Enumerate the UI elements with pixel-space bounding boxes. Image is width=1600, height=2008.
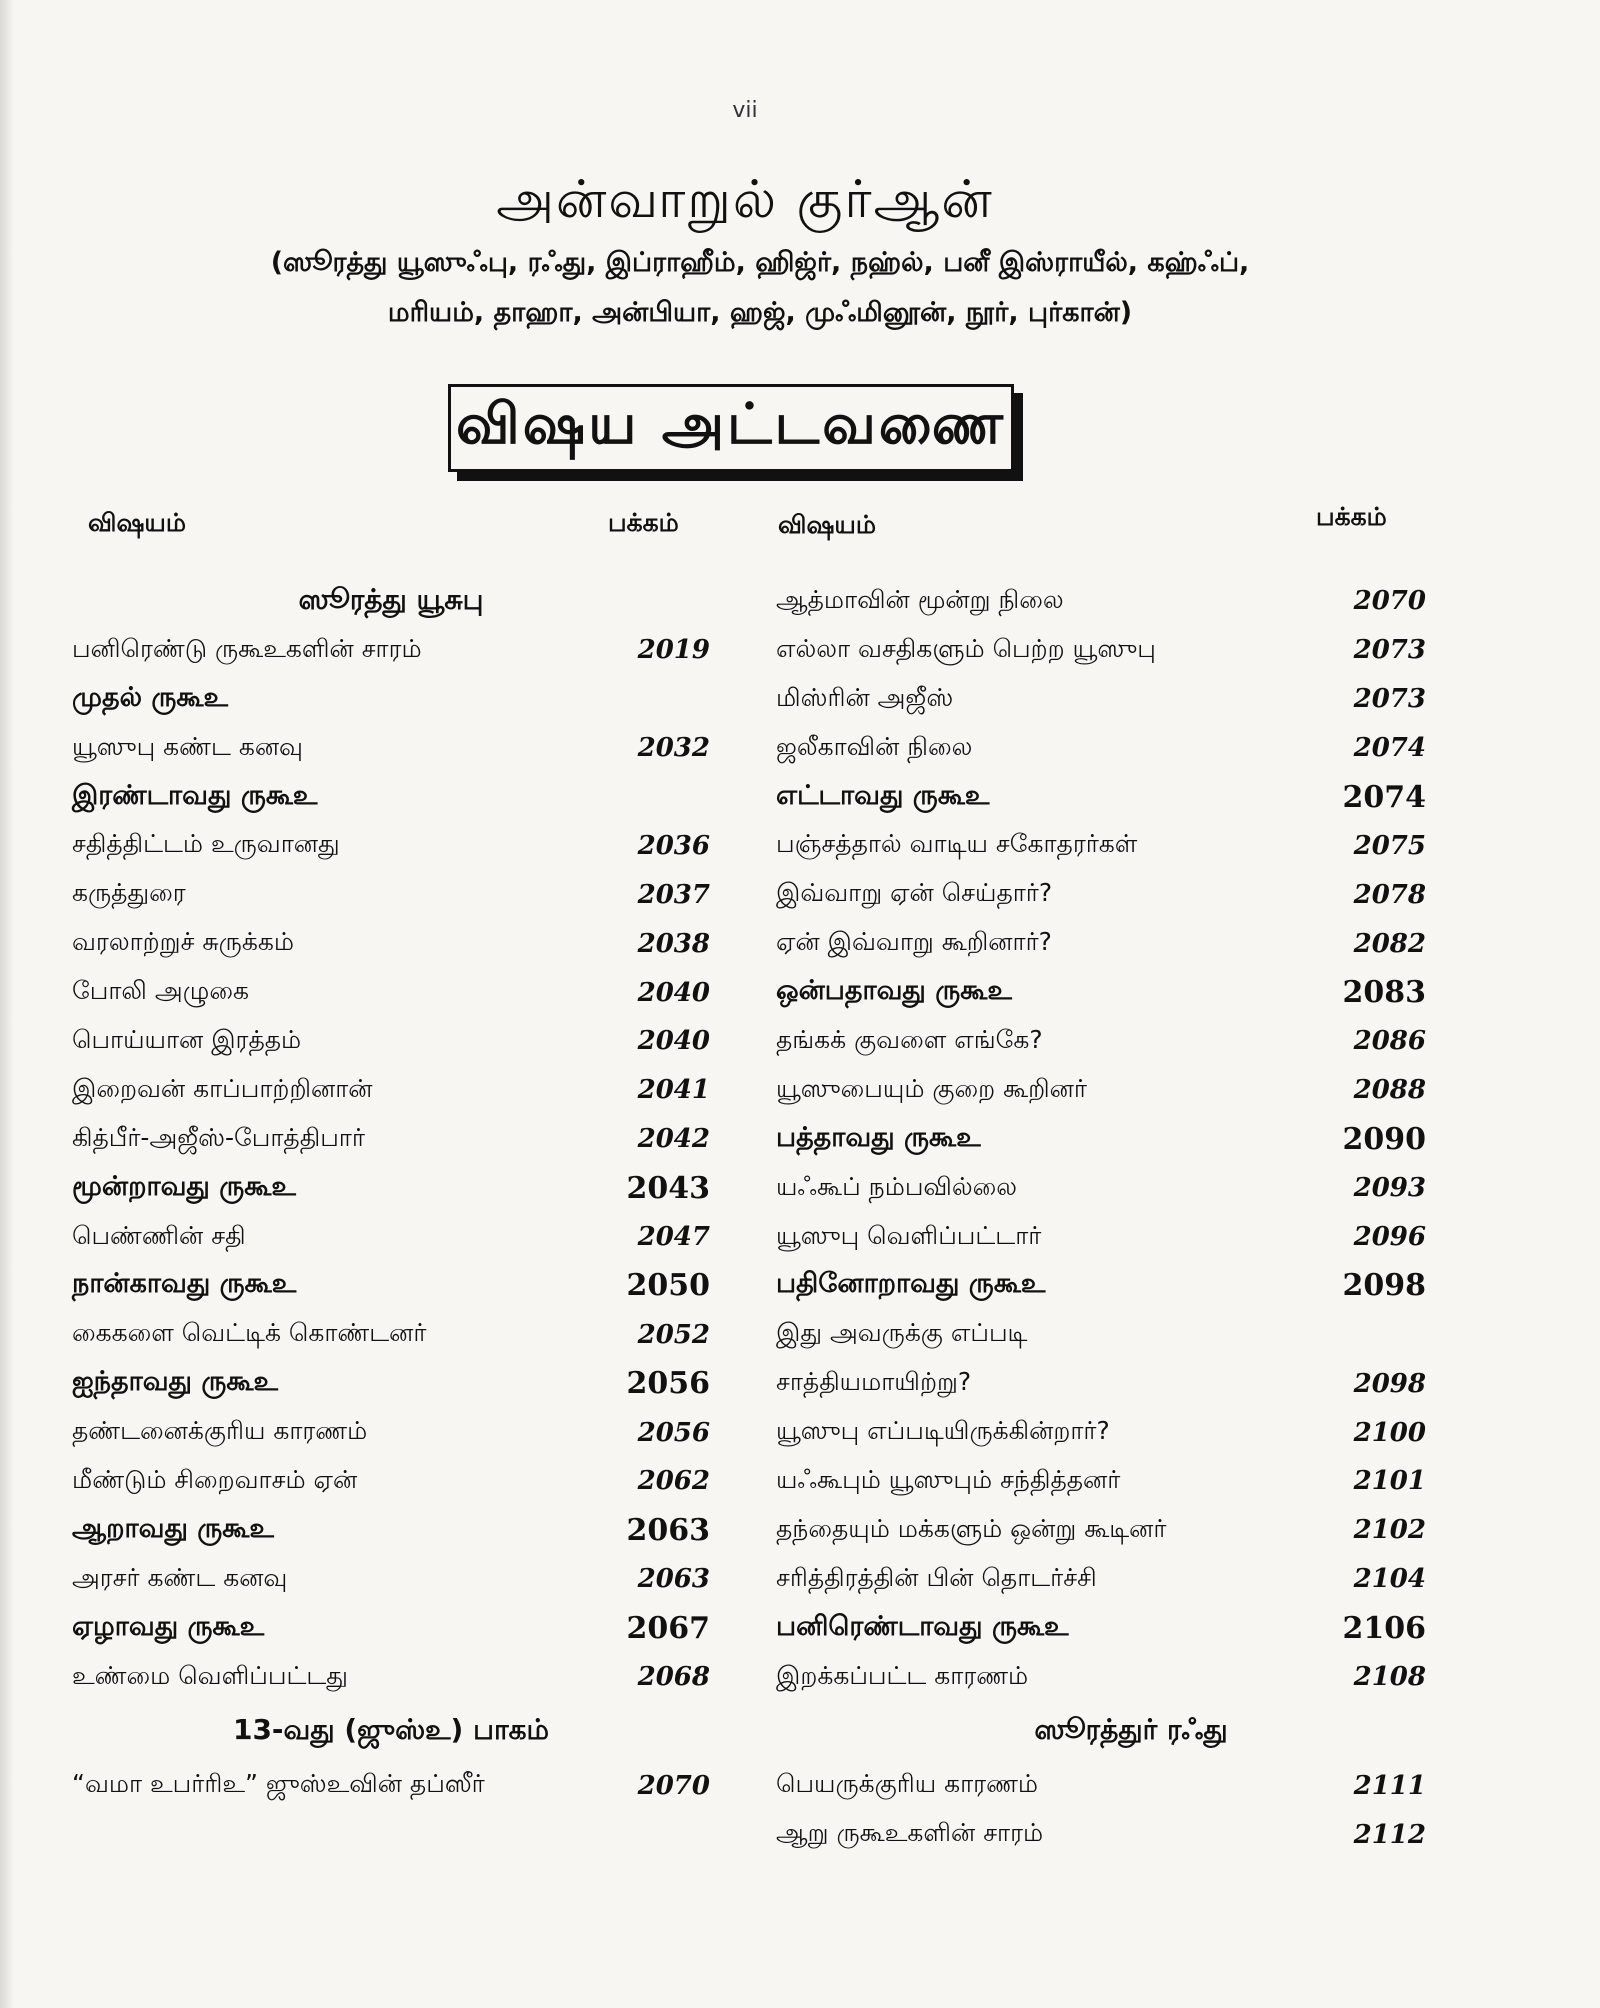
toc-entry: ஜலீகாவின் நிலை 2074 bbox=[776, 731, 1426, 764]
toc-entry: எட்டாவது ருகூஉ 2074 bbox=[776, 779, 1426, 815]
toc-entry: “வமா உபர்ரிஉ” ஜுஸ்உவின் தப்ஸீர் 2070 bbox=[72, 1769, 710, 1801]
toc-entry: யஃகூபும் யூஸுபும் சந்தித்தனர் 2101 bbox=[776, 1464, 1426, 1497]
toc-entry: ஆத்மாவின் மூன்று நிலை 2070 bbox=[776, 584, 1426, 617]
toc-title-box bbox=[448, 384, 1014, 472]
toc-right-column bbox=[776, 577, 1426, 1859]
page-edge-shadow bbox=[0, 0, 14, 2008]
toc-entry: யஃகூப் நம்பவில்லை 2093 bbox=[776, 1171, 1426, 1204]
toc-entry: பெண்ணின் சதி 2047 bbox=[72, 1220, 710, 1253]
toc-entry: இவ்வாறு ஏன் செய்தார்? 2078 bbox=[776, 878, 1426, 910]
toc-entry: மீண்டும் சிறைவாசம் ஏன் 2062 bbox=[72, 1464, 710, 1497]
toc-entry: முதல் ருகூஉ bbox=[72, 681, 228, 713]
toc-entry: இறக்கப்பட்ட காரணம் 2108 bbox=[776, 1660, 1426, 1693]
toc-entry: பனிரெண்டு ருகூஉகளின் சாரம் 2019 bbox=[72, 633, 710, 666]
toc-entry: அரசர் கண்ட கனவு 2063 bbox=[72, 1562, 710, 1595]
subtitle bbox=[120, 238, 1400, 338]
right-subject-header: விஷயம் bbox=[778, 510, 876, 539]
subtitle-line-1: (ஸூரத்து யூஸுஃபு, ரஃது, இப்ராஹீம், ஹிஜ்ர், நஹ்ல், பனீ இஸ்ராயீல், கஹ்ஃப், bbox=[270, 247, 1250, 278]
toc-entry: யூஸுபு கண்ட கனவு 2032 bbox=[72, 731, 710, 764]
toc-entry: ஐந்தாவது ருகூஉ 2056 bbox=[72, 1366, 710, 1402]
left-subject-header: விஷயம் bbox=[88, 508, 186, 537]
toc-entry: கைகளை வெட்டிக் கொண்டனர் 2052 bbox=[72, 1318, 710, 1350]
toc-left-column bbox=[72, 577, 710, 1810]
toc-entry: சதித்திட்டம் உருவானது 2036 bbox=[72, 829, 710, 861]
toc-entry: பத்தாவது ருகூஉ 2090 bbox=[776, 1121, 1426, 1157]
toc-title: விஷய அட்டவணை bbox=[455, 392, 1007, 457]
toc-entry: ஏழாவது ருகூஉ 2067 bbox=[72, 1610, 710, 1646]
toc-entry: எல்லா வசதிகளும் பெற்ற யூஸுபு 2073 bbox=[776, 633, 1426, 666]
left-page-header: பக்கம் bbox=[608, 508, 679, 537]
toc-entry: கித்பீர்-அஜீஸ்-போத்திபார் 2042 bbox=[72, 1122, 710, 1155]
page-number: vii bbox=[732, 98, 758, 123]
book-title: அன்வாறுல் குர்ஆன் bbox=[496, 170, 994, 230]
toc-entry: யூஸுபையும் குறை கூறினர் 2088 bbox=[776, 1073, 1426, 1106]
toc-entry: ஆறாவது ருகூஉ 2063 bbox=[72, 1512, 710, 1548]
toc-entry: 13-வது (ஜுஸ்உ) பாகம் bbox=[232, 1712, 550, 1746]
toc-entry: தண்டனைக்குரிய காரணம் 2056 bbox=[72, 1416, 710, 1448]
toc-entry: மூன்றாவது ருகூஉ 2043 bbox=[72, 1170, 710, 1206]
toc-entry: உண்மை வெளிப்பட்டது 2068 bbox=[72, 1660, 710, 1693]
toc-entry: போலி அழுகை 2040 bbox=[72, 976, 710, 1008]
toc-entry: தங்கக் குவளை எங்கே? 2086 bbox=[776, 1024, 1426, 1057]
toc-entry: யூஸுபு எப்படியிருக்கின்றார்? 2100 bbox=[776, 1416, 1426, 1448]
toc-entry: பனிரெண்டாவது ருகூஉ 2106 bbox=[776, 1610, 1426, 1646]
toc-entry: மிஸ்ரின் அஜீஸ் 2073 bbox=[776, 682, 1426, 715]
toc-entry: இறைவன் காப்பாற்றினான் 2041 bbox=[72, 1073, 710, 1106]
toc-entry: பதினோறாவது ருகூஉ 2098 bbox=[776, 1268, 1426, 1304]
toc-entry: சாத்தியமாயிற்று? 2098 bbox=[776, 1367, 1426, 1399]
toc-entry: ஏன் இவ்வாறு கூறினார்? 2082 bbox=[776, 927, 1426, 959]
toc-entry: ஸூரத்து யூசுபு bbox=[298, 582, 484, 616]
toc-entry: பஞ்சத்தால் வாடிய சகோதரர்கள் 2075 bbox=[776, 829, 1426, 861]
toc-entry: கருத்துரை 2037 bbox=[72, 878, 710, 910]
toc-entry: ஆறு ருகூஉகளின் சாரம் 2112 bbox=[776, 1818, 1426, 1850]
toc-entry: இது அவருக்கு எப்படி bbox=[776, 1318, 1028, 1348]
toc-entry: இரண்டாவது ருகூஉ bbox=[72, 779, 318, 811]
toc-entry: பெயருக்குரிய காரணம் 2111 bbox=[776, 1769, 1426, 1801]
toc-entry: யூஸுபு வெளிப்பட்டார் 2096 bbox=[776, 1220, 1426, 1253]
right-page-header: பக்கம் bbox=[1316, 502, 1387, 531]
subtitle-line-2: மரியம், தாஹா, அன்பியா, ஹஜ், முஃமினூன், நூர், புர்கான்) bbox=[387, 297, 1133, 328]
toc-entry: சரித்திரத்தின் பின் தொடர்ச்சி 2104 bbox=[776, 1562, 1426, 1595]
toc-entry: பொய்யான இரத்தம் 2040 bbox=[72, 1024, 710, 1057]
toc-entry: ஸூரத்துர் ரஃது bbox=[1034, 1712, 1228, 1746]
toc-entry: ஒன்பதாவது ருகூஉ 2083 bbox=[776, 975, 1426, 1011]
toc-entry: தந்தையும் மக்களும் ஒன்று கூடினர் 2102 bbox=[776, 1513, 1426, 1546]
toc-entry: நான்காவது ருகூஉ 2050 bbox=[72, 1268, 710, 1304]
toc-entry: வரலாற்றுச் சுருக்கம் 2038 bbox=[72, 927, 710, 959]
